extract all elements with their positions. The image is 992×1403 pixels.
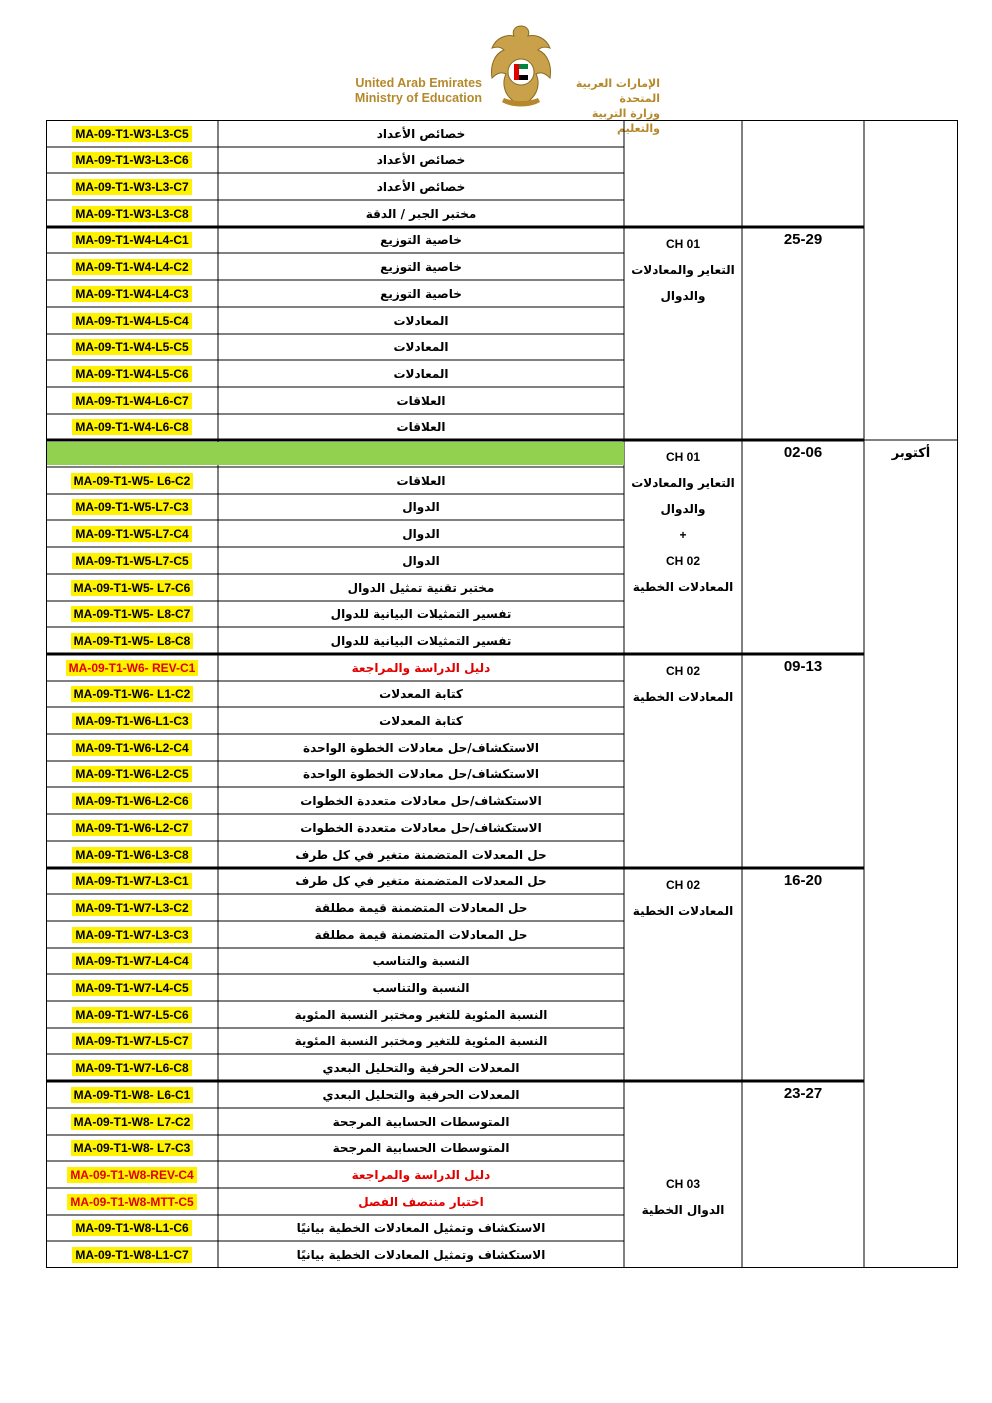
lesson-code-cell — [46, 974, 218, 1001]
lesson-topic: دليل الدراسة والمراجعة — [351, 1167, 491, 1182]
lesson-code: MA-09-T1-W8-REV-C4 — [67, 1167, 196, 1183]
unit-line: CH 02 — [665, 878, 700, 892]
lesson-topic: مختبر الجبر / الدقة — [365, 206, 477, 221]
lesson-code: MA-09-T1-W8-MTT-C5 — [67, 1194, 196, 1210]
lesson-topic: الدوال — [402, 526, 440, 541]
week-dates: 25-29 — [783, 231, 823, 248]
unit-line: + — [679, 528, 687, 542]
unit-line: المعادلات الخطية — [632, 580, 734, 594]
lesson-code-cell — [46, 173, 218, 200]
lesson-code: MA-09-T1-W6-L1-C3 — [72, 713, 191, 729]
lesson-code-cell — [46, 280, 218, 307]
unit-cell — [624, 1171, 742, 1223]
curriculum-table — [46, 120, 958, 1268]
lesson-topic: مختبر تقنية تمثيل الدوال — [347, 580, 495, 595]
lesson-code-cell — [46, 601, 218, 627]
lesson-topic: حل المعادلات المتضمنة قيمة مطلقة — [314, 927, 528, 942]
lesson-code: MA-09-T1-W3-L3-C8 — [72, 206, 191, 222]
unit-line: المعادلات الخطية — [632, 904, 734, 918]
lesson-topic: خاصية التوزيع — [380, 233, 462, 247]
unit-line: والدوال — [660, 289, 706, 303]
lesson-code: MA-09-T1-W6-L3-C8 — [72, 847, 191, 863]
lesson-code-cell — [46, 1001, 218, 1028]
lesson-code-cell — [46, 1054, 218, 1081]
lesson-code-cell — [46, 654, 218, 681]
lesson-code: MA-09-T1-W4-L5-C5 — [72, 339, 191, 355]
lesson-code: MA-09-T1-W4-L6-C8 — [72, 419, 191, 435]
lesson-code: MA-09-T1-W7-L5-C7 — [72, 1033, 191, 1049]
lesson-topic: المعدلات الحرفية والتحليل البعدي — [322, 1087, 520, 1102]
lesson-topic: دليل الدراسة والمراجعة — [351, 660, 491, 675]
lesson-code-cell — [46, 1028, 218, 1054]
lesson-topic: كتابة المعدلات — [379, 713, 463, 728]
lesson-code: MA-09-T1-W5-L7-C5 — [72, 553, 191, 569]
lesson-code-cell — [46, 253, 218, 280]
lesson-code: MA-09-T1-W4-L6-C7 — [72, 393, 191, 409]
week-dates: 09-13 — [783, 658, 823, 675]
lesson-topic: تفسير التمثيلات البيانية للدوال — [330, 607, 512, 621]
lesson-topic: النسبة والتناسب — [372, 954, 470, 968]
lesson-topic: العلاقات — [396, 393, 446, 408]
lesson-topic: الاستكشاف/حل معادلات الخطوة الواحدة — [303, 740, 540, 755]
lesson-topic: خاصية التوزيع — [380, 286, 462, 301]
unit-line: والدوال — [660, 502, 706, 516]
lesson-code: MA-09-T1-W7-L4-C5 — [72, 980, 191, 996]
english-ministry-name — [355, 76, 482, 106]
lesson-code-cell — [46, 814, 218, 841]
unit-line: CH 01 — [665, 450, 700, 464]
week-dates: 23-27 — [783, 1085, 823, 1102]
lesson-code-cell — [46, 520, 218, 547]
unit-cell — [624, 658, 742, 710]
lesson-code-cell — [46, 574, 218, 601]
lesson-topic: خصائص الأعداد — [376, 153, 466, 167]
lesson-code-cell — [46, 1188, 218, 1215]
lesson-code: MA-09-T1-W8- L7-C3 — [71, 1140, 194, 1156]
unit-cell — [624, 872, 742, 924]
unit-cell — [624, 231, 742, 309]
lesson-topic: الدوال — [402, 500, 440, 514]
unit-line: CH 03 — [665, 1177, 700, 1191]
lesson-topic: الدوال — [402, 553, 440, 568]
lesson-topic: المتوسطات الحسابية المرجحة — [332, 1141, 510, 1155]
lesson-topic: المعادلات — [393, 313, 449, 328]
lesson-code-cell — [46, 387, 218, 414]
lesson-topic: الاستكشاف وتمثيل المعادلات الخطية بيانيًا — [296, 1247, 546, 1262]
lesson-code: MA-09-T1-W5- L7-C6 — [71, 580, 194, 596]
lesson-code-cell — [46, 334, 218, 360]
lesson-code: MA-09-T1-W7-L4-C4 — [72, 953, 191, 969]
lesson-code-cell — [46, 414, 218, 440]
lesson-code-cell — [46, 761, 218, 787]
lesson-code-cell — [46, 227, 218, 253]
lesson-code-cell — [46, 200, 218, 227]
lesson-topic: تفسير التمثيلات البيانية للدوال — [330, 633, 512, 648]
lesson-code-cell — [46, 707, 218, 734]
lesson-code-cell — [46, 1135, 218, 1161]
unit-line: التعاير والمعادلات — [631, 476, 735, 490]
lesson-code: MA-09-T1-W6-L2-C5 — [72, 766, 191, 782]
unit-line: الدوال الخطية — [641, 1203, 725, 1217]
lesson-code: MA-09-T1-W5-L7-C4 — [72, 526, 191, 542]
lesson-code: MA-09-T1-W7-L6-C8 — [72, 1060, 191, 1076]
month-label: أكتوبر — [891, 446, 931, 461]
lesson-code: MA-09-T1-W8-L1-C7 — [72, 1247, 191, 1263]
lesson-code: MA-09-T1-W4-L5-C6 — [72, 366, 191, 382]
lesson-topic: خصائص الأعداد — [376, 126, 466, 141]
lesson-code-cell — [46, 627, 218, 654]
lesson-code-cell — [46, 734, 218, 761]
lesson-topic: النسبة المئوية للتغير ومختبر النسبة المئوية — [294, 1034, 548, 1048]
lesson-code: MA-09-T1-W3-L3-C6 — [72, 152, 191, 168]
lesson-code-cell — [46, 360, 218, 387]
lesson-code: MA-09-T1-W3-L3-C5 — [72, 126, 191, 142]
unit-cell — [624, 444, 742, 600]
lesson-code-cell — [46, 547, 218, 574]
lesson-code-cell — [46, 147, 218, 173]
lesson-topic: النسبة والتناسب — [372, 980, 470, 995]
unit-line: المعادلات الخطية — [632, 690, 734, 704]
lesson-code-cell — [46, 921, 218, 948]
lesson-code-cell — [46, 894, 218, 921]
lesson-topic: المتوسطات الحسابية المرجحة — [332, 1114, 510, 1129]
lesson-topic: حل المعدلات المتضمنة متغير في كل طرف — [295, 847, 547, 862]
lesson-code: MA-09-T1-W8-L1-C6 — [72, 1220, 191, 1236]
unit-line: CH 01 — [665, 237, 700, 251]
lesson-code: MA-09-T1-W6-L2-C7 — [72, 820, 191, 836]
lesson-code: MA-09-T1-W8- L6-C1 — [71, 1087, 194, 1103]
lesson-topic: اختبار منتصف الفصل — [358, 1194, 484, 1209]
lesson-topic: العلاقات — [396, 473, 446, 488]
english-line-2: Ministry of Education — [354, 91, 482, 105]
lesson-code-cell — [46, 868, 218, 894]
lesson-topic: المعادلات — [393, 340, 449, 354]
lesson-code-cell — [46, 1161, 218, 1188]
arabic-line-2: وزارة التربية والتعليم — [591, 107, 660, 135]
lesson-code-cell — [46, 494, 218, 520]
lesson-code: MA-09-T1-W5- L8-C7 — [71, 606, 194, 622]
unit-line: CH 02 — [665, 664, 700, 678]
lesson-code: MA-09-T1-W7-L3-C1 — [72, 873, 191, 889]
lesson-code-cell — [46, 948, 218, 974]
lesson-code: MA-09-T1-W7-L3-C2 — [72, 900, 191, 916]
lesson-code: MA-09-T1-W3-L3-C7 — [72, 179, 191, 195]
lesson-code-cell — [46, 1241, 218, 1268]
lesson-topic: المعدلات الحرفية والتحليل البعدي — [322, 1060, 520, 1075]
lesson-topic: النسبة المئوية للتغير ومختبر النسبة المئوية — [294, 1007, 548, 1022]
lesson-code-cell — [46, 120, 218, 147]
lesson-code: MA-09-T1-W8- L7-C2 — [71, 1114, 194, 1130]
lesson-topic: كتابة المعدلات — [379, 687, 463, 701]
lesson-topic: الاستكشاف/حل معادلات متعددة الخطوات — [300, 793, 542, 808]
lesson-code-cell — [46, 1108, 218, 1135]
lesson-code: MA-09-T1-W4-L4-C1 — [72, 232, 191, 248]
unit-line: التعاير والمعادلات — [631, 263, 735, 277]
lesson-code-cell — [46, 307, 218, 334]
lesson-code-cell — [46, 1215, 218, 1241]
lesson-code: MA-09-T1-W6-L2-C4 — [72, 740, 191, 756]
lesson-code: MA-09-T1-W7-L5-C6 — [72, 1007, 191, 1023]
lesson-code: MA-09-T1-W4-L5-C4 — [72, 313, 191, 329]
lesson-topic: خاصية التوزيع — [380, 259, 462, 274]
lesson-topic: حل المعدلات المتضمنة متغير في كل طرف — [295, 874, 547, 888]
lesson-topic: خصائص الأعداد — [376, 179, 466, 194]
lesson-code-cell — [46, 681, 218, 707]
week-dates: 16-20 — [783, 872, 823, 889]
lesson-topic: المعادلات — [393, 366, 449, 381]
lesson-code: MA-09-T1-W5-L7-C3 — [72, 499, 191, 515]
uae-emblem-falcon-icon — [488, 22, 554, 110]
arabic-line-1: الإمارات العربية المتحدة — [575, 77, 660, 105]
lesson-code-cell — [46, 787, 218, 814]
unit-line: CH 02 — [665, 554, 700, 568]
lesson-topic: العلاقات — [396, 420, 446, 434]
lesson-topic: الاستكشاف/حل معادلات الخطوة الواحدة — [303, 767, 540, 781]
week-dates: 02-06 — [783, 444, 823, 461]
lesson-topic: الاستكشاف وتمثيل المعادلات الخطية بيانيًا — [296, 1221, 546, 1235]
lesson-code: MA-09-T1-W7-L3-C3 — [72, 927, 191, 943]
week-separator-bar — [47, 442, 624, 465]
lesson-code: MA-09-T1-W6- L1-C2 — [71, 686, 194, 702]
lesson-topic: الاستكشاف/حل معادلات متعددة الخطوات — [300, 820, 542, 835]
lesson-code-cell — [46, 841, 218, 868]
lesson-code: MA-09-T1-W6- REV-C1 — [66, 660, 199, 676]
lesson-code: MA-09-T1-W6-L2-C6 — [72, 793, 191, 809]
lesson-code: MA-09-T1-W5- L8-C8 — [71, 633, 194, 649]
english-line-1: United Arab Emirates — [355, 76, 482, 90]
lesson-code: MA-09-T1-W5- L6-C2 — [71, 473, 194, 489]
lesson-code: MA-09-T1-W4-L4-C3 — [72, 286, 191, 302]
lesson-code-cell — [46, 1081, 218, 1108]
lesson-code-cell — [46, 467, 218, 494]
lesson-topic: حل المعادلات المتضمنة قيمة مطلقة — [314, 900, 528, 915]
lesson-code: MA-09-T1-W4-L4-C2 — [72, 259, 191, 275]
